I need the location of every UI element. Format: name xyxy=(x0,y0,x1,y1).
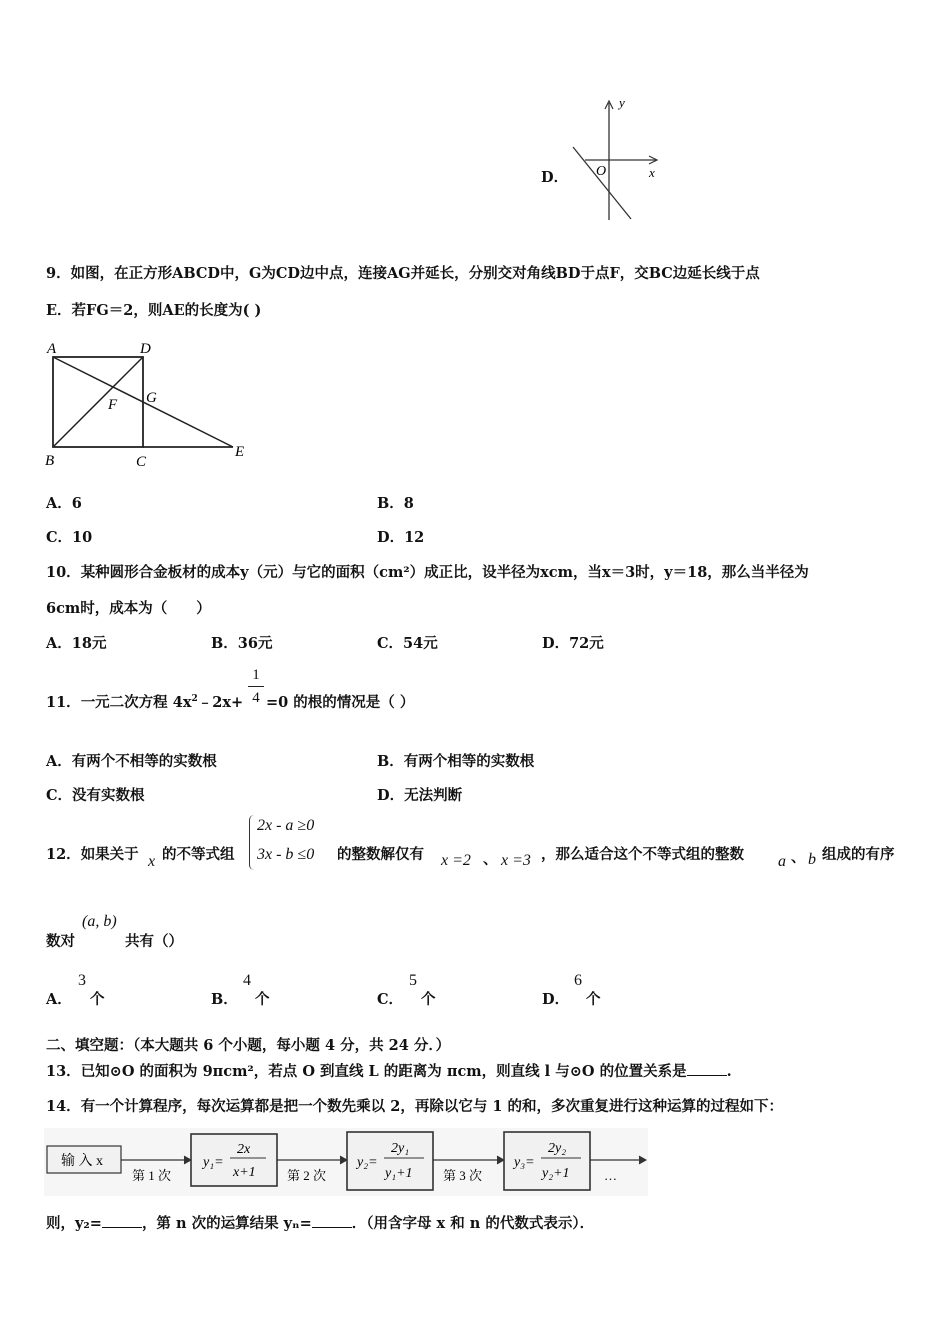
q11-option-c[interactable]: C．没有实数根 xyxy=(46,787,145,804)
q14-stem: 14．有一个计算程序，每次运算都是把一个数先乘以 2，再除以它与 1 的和，多次重复进行这种运算的过程如下： xyxy=(46,1098,784,1115)
q12-stem-1: 12．如果关于 xyxy=(46,846,139,863)
q12-option-d[interactable]: D． xyxy=(542,991,570,1008)
svg-text:y₂+1: y₂+1 xyxy=(542,1166,570,1181)
q12-option-d-unit: 个 xyxy=(586,991,601,1008)
q11-stem-end: =0 的根的情况是（ ） xyxy=(266,694,415,711)
q14-y2-blank[interactable] xyxy=(102,1215,142,1228)
q13-answer-blank[interactable] xyxy=(687,1063,727,1076)
q14-answer-line: 则，y₂= ，第 n 次的运算结果 yₙ= ．（用含字母 x 和 n 的代数式表示）． xyxy=(46,1215,595,1232)
q11-option-d[interactable]: D．无法判断 xyxy=(377,787,463,804)
svg-text:y₁=: y₁= xyxy=(203,1155,224,1170)
q12-stem-2: 的不等式组 xyxy=(162,846,235,863)
q12-brace xyxy=(249,815,254,870)
svg-text:y₃=: y₃= xyxy=(514,1155,535,1170)
q10-line1: 10．某种圆形合金板材的成本y（元）与它的面积（cm²）成正比，设半径为xcm，当x＝3时，y＝18，那么当半径为 xyxy=(46,564,809,581)
q12-option-c-num: 5 xyxy=(409,972,417,989)
q12-var-x: x xyxy=(148,853,156,870)
q12-option-c[interactable]: C． xyxy=(377,991,404,1008)
svg-text:2y₁: 2y₁ xyxy=(391,1141,410,1156)
svg-text:B: B xyxy=(45,453,55,469)
q9-line1: 9．如图，在正方形ABCD中，G为CD边中点，连接AG并延长，分别交对角线BD于点F，交BC边延长线于点 xyxy=(46,265,760,282)
svg-text:F: F xyxy=(108,397,118,413)
q9-figure xyxy=(40,335,260,475)
q12-solution-2: x =3 xyxy=(501,852,531,869)
q9-option-c[interactable]: C．10 xyxy=(46,529,93,546)
q12-stem-5: 组成的有序 xyxy=(822,846,895,863)
q9-option-a[interactable]: A．6 xyxy=(46,495,82,512)
flow-step-1: 第 1 次 xyxy=(132,1168,172,1183)
q12-option-b[interactable]: B． xyxy=(211,991,238,1008)
flow-ellipsis: … xyxy=(604,1168,617,1183)
q12-option-a[interactable]: A． xyxy=(46,991,72,1008)
flow-step-2: 第 2 次 xyxy=(287,1168,327,1183)
q12-inequality-1: 2x - a ≥0 xyxy=(257,817,315,834)
q14-yn-blank[interactable] xyxy=(312,1215,352,1228)
q12-line2-suffix: 共有（） xyxy=(125,933,183,950)
q10-option-c[interactable]: C．54元 xyxy=(377,635,438,652)
flow-step-3: 第 3 次 xyxy=(443,1168,483,1183)
q10-option-d[interactable]: D．72元 xyxy=(542,635,604,652)
q12-sep: 、 xyxy=(483,851,498,868)
q12-stem-4: ，那么适合这个不等式组的整数 xyxy=(541,846,744,863)
q11-option-b[interactable]: B．有两个相等的实数根 xyxy=(377,753,535,770)
q12-option-d-num: 6 xyxy=(574,972,582,989)
q12-option-a-num: 3 xyxy=(78,972,86,989)
svg-text:y₂=: y₂= xyxy=(357,1155,378,1170)
q12-option-a-unit: 个 xyxy=(90,991,105,1008)
q11-option-a[interactable]: A．有两个不相等的实数根 xyxy=(46,753,217,770)
svg-text:x+1: x+1 xyxy=(233,1165,256,1180)
q12-var-a: a xyxy=(778,853,786,870)
q12-option-b-unit: 个 xyxy=(255,991,270,1008)
q12-inequality-2: 3x - b ≤0 xyxy=(257,846,315,863)
y-axis-label: y xyxy=(619,95,625,110)
q8-option-d-label: D． xyxy=(541,169,569,186)
q11-fraction: 1 4 xyxy=(248,666,264,707)
function-line xyxy=(573,147,631,219)
svg-text:2x: 2x xyxy=(237,1142,251,1157)
q11-stem-start: 11．一元二次方程 $4x^2﹣2x+$ xyxy=(46,694,244,711)
q10-option-a[interactable]: A．18元 xyxy=(46,635,107,652)
svg-text:G: G xyxy=(146,390,157,406)
q12-option-c-unit: 个 xyxy=(421,991,436,1008)
q12-solution-1: x =2 xyxy=(441,852,471,869)
q12-sep2: 、 xyxy=(791,849,806,866)
svg-text:C: C xyxy=(136,454,147,470)
flow-input: 输 入 x xyxy=(61,1154,103,1169)
q9-option-b[interactable]: B．8 xyxy=(377,495,414,512)
q10-option-b[interactable]: B．36元 xyxy=(211,635,273,652)
q12-option-b-num: 4 xyxy=(243,972,251,989)
q12-pair: (a, b) xyxy=(82,913,117,930)
origin-label: O xyxy=(596,164,607,179)
q9-option-d[interactable]: D．12 xyxy=(377,529,425,546)
svg-text:2y₂: 2y₂ xyxy=(548,1141,567,1156)
q14-flow-diagram xyxy=(44,1128,650,1198)
q13-stem: 13．已知⊙O 的面积为 9πcm²，若点 O 到直线 L 的距离为 πcm，则直线 l 与⊙O 的位置关系是 . xyxy=(46,1063,732,1080)
x-axis-label: x xyxy=(649,165,655,180)
q8-option-d-graph xyxy=(565,95,665,225)
q12-line2-prefix: 数对 xyxy=(46,933,75,950)
q12-stem-3: 的整数解仅有 xyxy=(337,846,424,863)
svg-text:y₁+1: y₁+1 xyxy=(385,1166,413,1181)
section2-heading: 二、填空题：（本大题共 6 个小题，每小题 4 分，共 24 分．） xyxy=(46,1037,451,1054)
q9-line2: E．若FG＝2，则AE的长度为( ) xyxy=(46,302,262,319)
q12-var-b: b xyxy=(808,851,816,868)
q10-line2: 6cm时，成本为（ ） xyxy=(46,600,211,617)
svg-text:D: D xyxy=(140,341,151,357)
svg-text:E: E xyxy=(235,444,245,460)
svg-text:A: A xyxy=(47,341,57,357)
